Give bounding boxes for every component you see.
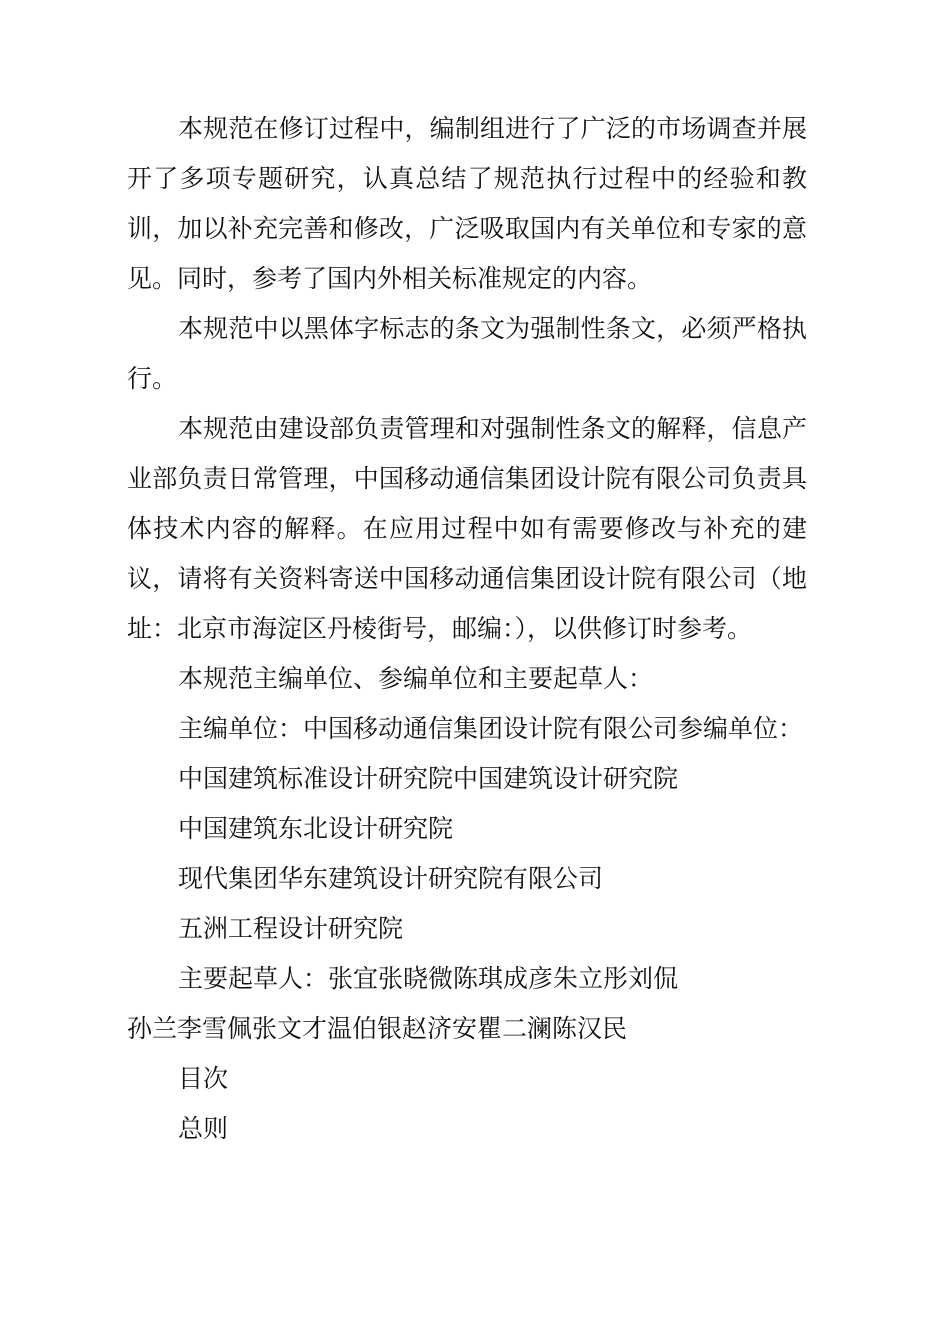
paragraph-participating-units-4: 五洲工程设计研究院 bbox=[178, 914, 404, 943]
paragraph-management: 本规范由建设部负责管理和对强制性条文的解释，信息产业部负责日常管理，中国移动通信集团设计院有限公司负责具体技术内容的解释。在应用过程中如有需要修改与补充的建议，请将有关资料寄送中国移动通信集团设计院有限公司（地址：北京市海淀区丹棱街号，邮编：），以供修订时参考。 bbox=[127, 414, 807, 643]
document-body bbox=[127, 104, 807, 1154]
paragraph-chief-editor: 主编单位：中国移动通信集团设计院有限公司参编单位： bbox=[178, 714, 804, 743]
paragraph-revision-process: 本规范在修订过程中，编制组进行了广泛的市场调查并展开了多项专题研究，认真总结了规范执行过程中的经验和教训，加以补充完善和修改，广泛吸取国内有关单位和专家的意见。同时，参考了国内外相关标准规定的内容。 bbox=[127, 114, 807, 293]
heading-table-of-contents: 目次 bbox=[178, 1064, 229, 1093]
paragraph-mandatory-clauses: 本规范中以黑体字标志的条文为强制性条文，必须严格执行。 bbox=[127, 314, 807, 393]
paragraph-main-drafters-continued: 孙兰李雪佩张文才温伯银赵济安瞿二澜陈汉民 bbox=[127, 1014, 628, 1043]
paragraph-participating-units-2: 中国建筑东北设计研究院 bbox=[178, 814, 454, 843]
paragraph-drafters-intro: 本规范主编单位、参编单位和主要起草人： bbox=[178, 664, 654, 693]
paragraph-participating-units-1: 中国建筑标准设计研究院中国建筑设计研究院 bbox=[178, 764, 679, 793]
heading-general-provisions: 总则 bbox=[178, 1114, 229, 1143]
paragraph-main-drafters: 主要起草人：张宜张晓微陈琪成彦朱立彤刘侃 bbox=[178, 964, 679, 993]
paragraph-participating-units-3: 现代集团华东建筑设计研究院有限公司 bbox=[178, 864, 604, 893]
